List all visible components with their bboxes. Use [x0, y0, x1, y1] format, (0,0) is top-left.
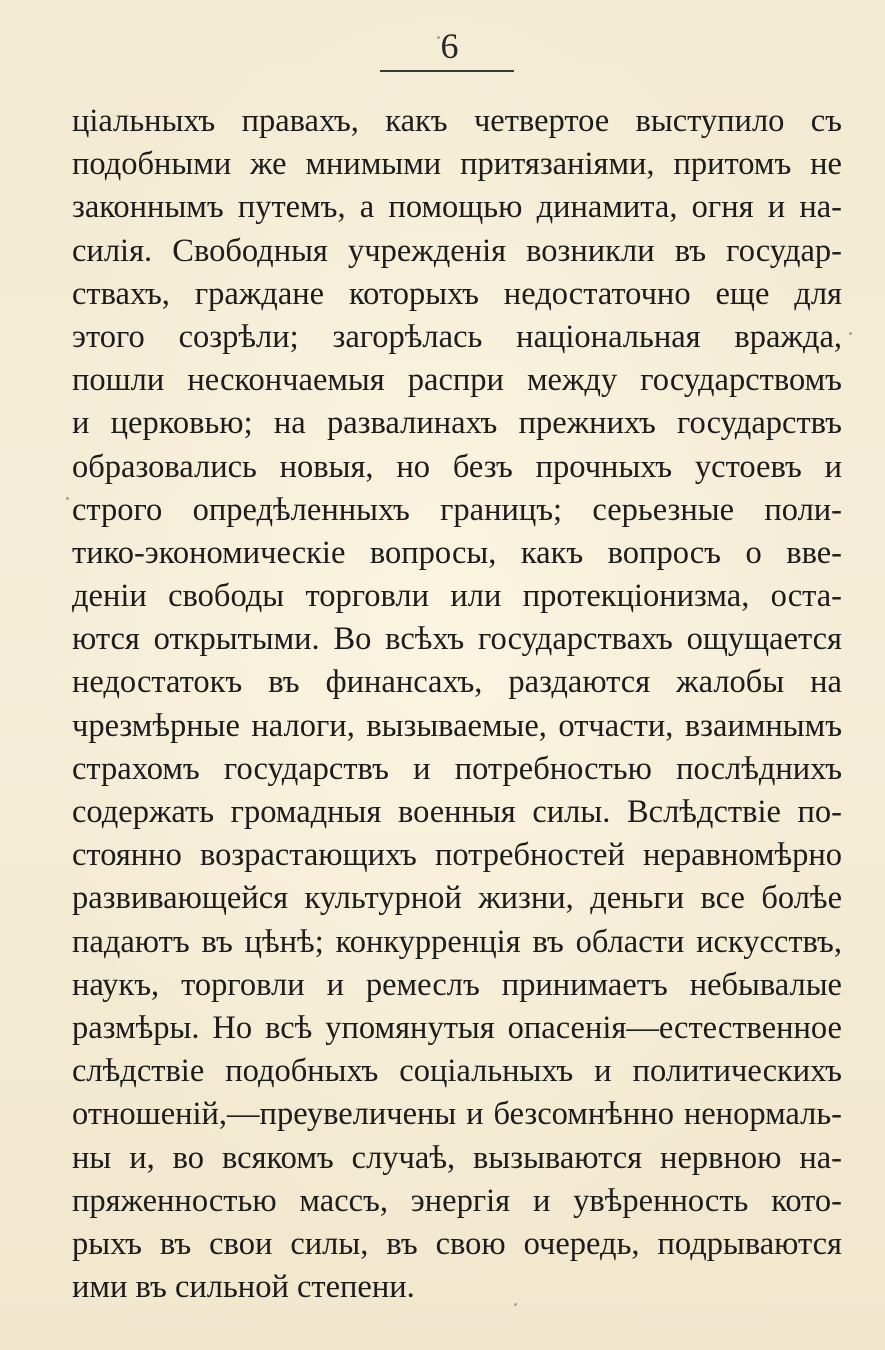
text-line: размѣры. Но всѣ упомянутыя опасенія—естественное — [72, 1009, 842, 1046]
text-line: и церковью; на развалинахъ прежнихъ государствъ — [72, 405, 842, 442]
text-line: ны и, во всякомъ случаѣ, вызываются нервною на- — [72, 1139, 842, 1176]
body-text — [72, 100, 842, 1309]
text-line: рыхъ въ свои силы, въ свою очередь, подрываются — [72, 1225, 842, 1262]
paper-speck — [514, 1303, 517, 1306]
text-line: отношеній,—преувеличены и безсомнѣнно ненормаль- — [72, 1096, 842, 1133]
text-line: развивающейся культурной жизни, деньги все болѣе — [72, 880, 842, 917]
text-line: недостатокъ въ финансахъ, раздаются жалобы на — [72, 664, 842, 701]
text-line: чрезмѣрные налоги, вызываемые, отчасти, взаимнымъ — [72, 707, 842, 744]
text-line: этого созрѣли; загорѣлась національная вражда, — [72, 318, 842, 355]
text-line: тико-экономическіе вопросы, какъ вопросъ о вве- — [72, 534, 842, 571]
text-line: пошли нескончаемыя распри между государствомъ — [72, 362, 842, 399]
text-line: законнымъ путемъ, а помощью динамита, огня и на- — [72, 189, 842, 226]
text-line: страхомъ государствъ и потребностью послѣднихъ — [72, 750, 842, 787]
text-line: наукъ, торговли и ремеслъ принимаетъ небывалые — [72, 966, 842, 1003]
text-line: слѣдствіе подобныхъ соціальныхъ и политическихъ — [72, 1053, 842, 1090]
text-line: образовались новыя, но безъ прочныхъ устоевъ и — [72, 448, 842, 485]
paper-speck — [437, 36, 440, 39]
text-line: ствахъ, граждане которыхъ недостаточно еще для — [72, 275, 842, 312]
text-line: стоянно возрастающихъ потребностей неравномѣрно — [72, 837, 842, 874]
text-line: силія. Свободныя учрежденія возникли въ государ- — [72, 232, 842, 269]
text-line: пряженностью массъ, энергія и увѣренность кото- — [72, 1182, 842, 1219]
text-line: подобными же мнимыми притязаніями, притомъ не — [72, 146, 842, 183]
header-rule — [380, 70, 514, 72]
paper-speck — [66, 497, 69, 500]
page-number: 6 — [440, 26, 459, 66]
text-line-last: ими въ сильной степени. — [72, 1269, 415, 1306]
text-line: деніи свободы торговли или протекціонизма, оста- — [72, 578, 842, 615]
paper-speck — [849, 332, 852, 335]
text-line: ціальныхъ правахъ, какъ четвертое выступило съ — [72, 103, 842, 139]
text-line: содержать громадныя военныя силы. Вслѣдствіе по- — [72, 794, 842, 830]
text-line: строго опредѣленныхъ границъ; серьезные поли- — [72, 491, 842, 528]
text-line: ются открытыми. Во всѣхъ государствахъ ощущается — [72, 621, 842, 658]
text-line: падаютъ въ цѣнѣ; конкурренція въ области искусствъ, — [72, 923, 842, 960]
